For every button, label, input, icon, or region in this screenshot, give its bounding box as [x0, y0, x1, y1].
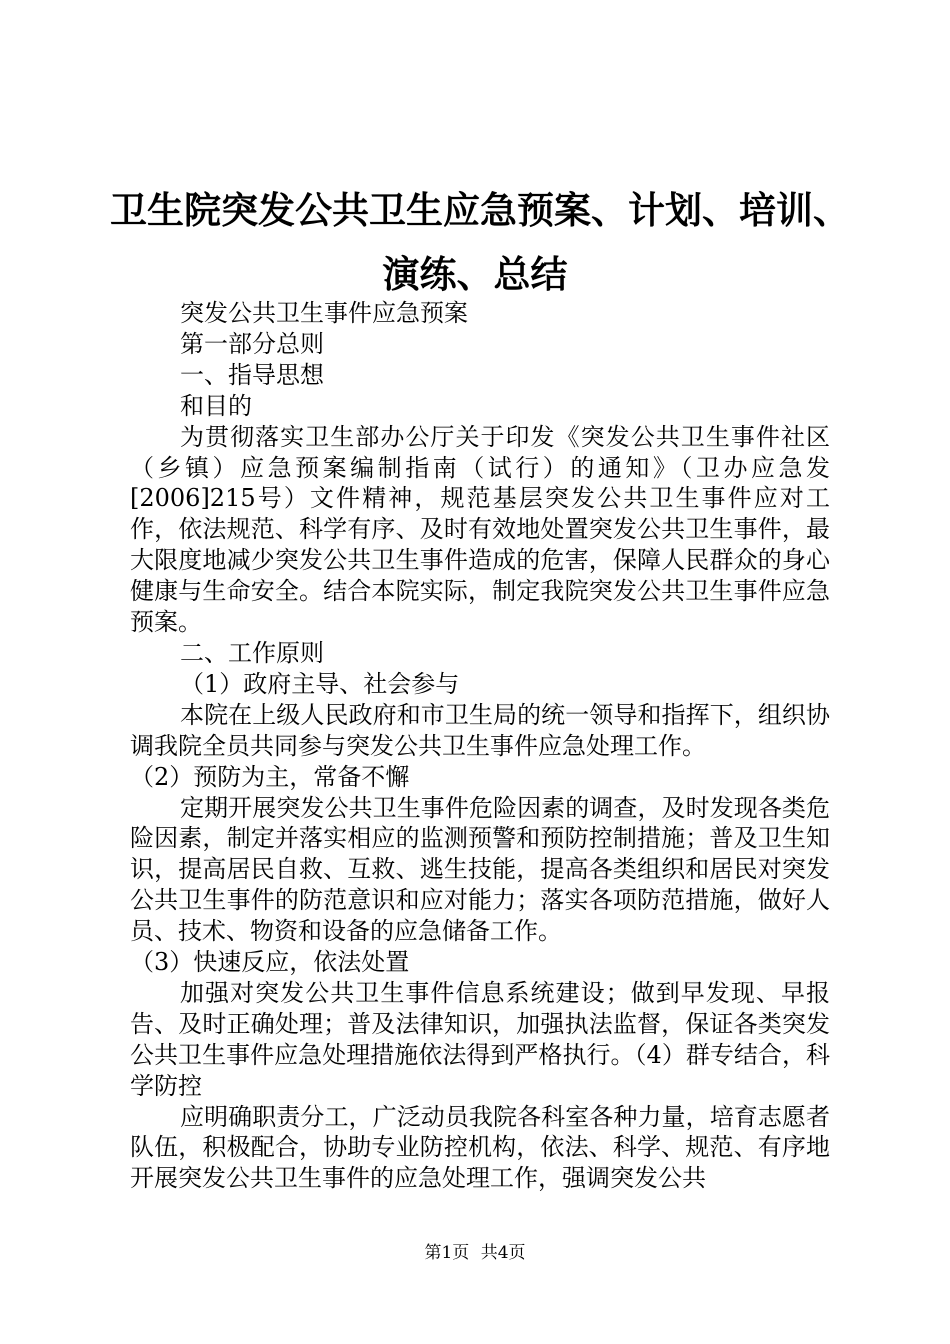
paragraph-principle-4: 应明确职责分工，广泛动员我院各科室各种力量，培育志愿者队伍，积极配合，协助专业防控机构，依法、科学、规范、有序地开展突发公共卫生事件的应急处理工作，强调突发公共: [130, 1102, 830, 1193]
principle-heading-1: （1）政府主导、社会参与: [180, 669, 460, 698]
document-title-line-1: 卫生院突发公共卫生应急预案、计划、培训、: [110, 188, 850, 232]
section-heading-emergency-plan: 突发公共卫生事件应急预案: [180, 299, 468, 327]
section-heading-work-principles: 二、工作原则: [180, 638, 324, 667]
paragraph-principle-3: 加强对突发公共卫生事件信息系统建设；做到早发现、早报告、及时正确处理；普及法律知识，加强执法监督，保证各类突发公共卫生事件应急处理措施依法得到严格执行。（4）群专结合，科学防控: [130, 978, 830, 1100]
document-body: [130, 298, 830, 1194]
paragraph-principle-1: 本院在上级人民政府和市卫生局的统一领导和指挥下，组织协调我院全员共同参与突发公共卫生事件应急处理工作。: [130, 700, 830, 760]
paragraph-principle-2: 定期开展突发公共卫生事件危险因素的调查，及时发现各类危险因素，制定并落实相应的监测预警和预防控制措施；普及卫生知识，提高居民自救、互救、逃生技能，提高各类组织和居民对突发公共卫生事件的防范意识和应对能力；落实各项防范措施，做好人员、技术、物资和设备的应急储备工作。: [130, 793, 830, 946]
section-heading-purpose: 和目的: [180, 391, 252, 420]
document-title-line-2: 演练、总结: [382, 252, 568, 296]
page-number: 第1页: [424, 1243, 470, 1263]
page-footer: [0, 1243, 950, 1263]
section-heading-guiding-ideology: 一、指导思想: [180, 360, 324, 389]
section-heading-part-one: 第一部分总则: [180, 329, 324, 358]
paragraph-purpose: 为贯彻落实卫生部办公厅关于印发《突发公共卫生事件社区（乡镇）应急预案编制指南（试行）的通知》（卫办应急发[2006]215号）文件精神，规范基层突发公共卫生事件应对工作，依法规范、科学有序、及时有效地处置突发公共卫生事件，最大限度地减少突发公共卫生事件造成的危害，保障人民群众的身心健康与生命安全。结合本院实际，制定我院突发公共卫生事件应急预案。: [130, 422, 830, 637]
principle-heading-3: （3）快速反应，依法处置: [130, 948, 410, 977]
page-total: 共4页: [480, 1243, 526, 1263]
principle-heading-2: （2）预防为主，常备不懈: [130, 762, 410, 791]
